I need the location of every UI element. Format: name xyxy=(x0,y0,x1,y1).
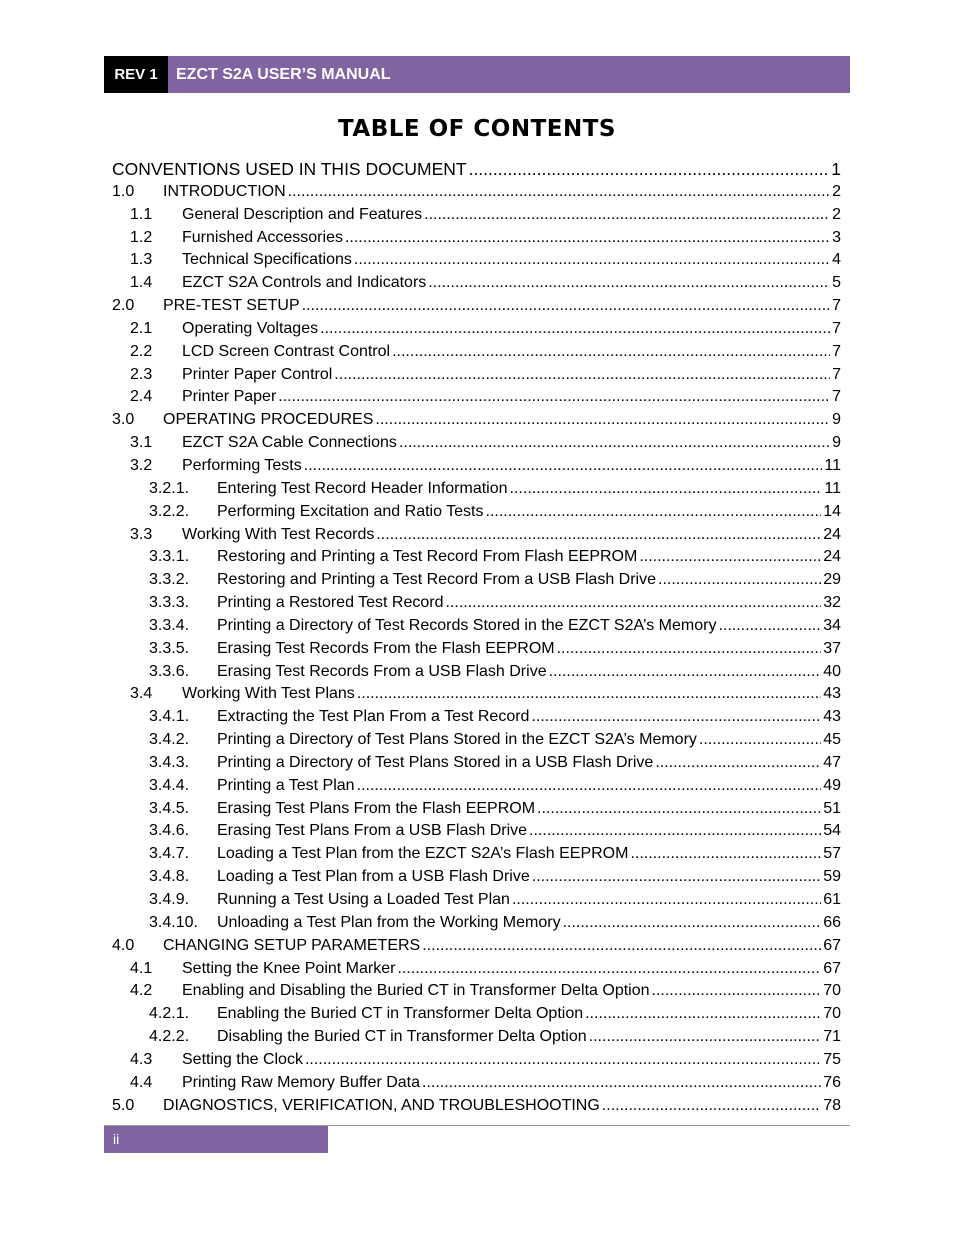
dot-leader xyxy=(510,478,823,501)
toc-entry-title: Erasing Test Plans From a USB Flash Drive xyxy=(217,820,529,843)
toc-entry-page: 67 xyxy=(821,935,841,958)
toc-entry-number: 2.2 xyxy=(130,342,153,360)
toc-entry-number: 3.0 xyxy=(112,411,135,429)
toc-entry-title: Disabling the Buried CT in Transformer Delta Option xyxy=(217,1026,589,1049)
toc-entry[interactable] xyxy=(112,615,841,638)
toc-entry-page: 2 xyxy=(830,181,841,204)
toc-entry-title: CONVENTIONS USED IN THIS DOCUMENT xyxy=(112,159,467,179)
toc-entry[interactable] xyxy=(112,181,841,204)
toc-entry[interactable] xyxy=(112,249,841,272)
toc-entry-number: 3.4.1. xyxy=(149,708,190,726)
dot-leader xyxy=(557,638,822,661)
toc-entry-number: 1.2 xyxy=(130,228,153,246)
toc-entry-number: 4.1 xyxy=(130,959,153,977)
toc-entry[interactable] xyxy=(112,866,841,889)
toc-entry-page: 40 xyxy=(821,661,841,684)
toc-entry-title: Furnished Accessories xyxy=(182,227,345,250)
toc-entry[interactable] xyxy=(112,1095,841,1118)
dot-leader xyxy=(354,249,830,272)
dot-leader xyxy=(305,1049,821,1072)
toc-entry-title: Operating Voltages xyxy=(182,318,320,341)
toc-entry-title: Printing a Restored Test Record xyxy=(217,592,445,615)
toc-entry-page: 32 xyxy=(821,592,841,615)
toc-entry-title: Restoring and Printing a Test Record From a USB Flash Drive xyxy=(217,569,658,592)
toc-entry-page: 11 xyxy=(822,478,841,501)
toc-entry-title: Printing Raw Memory Buffer Data xyxy=(182,1072,422,1095)
dot-leader xyxy=(699,729,821,752)
manual-title: EZCT S2A USER’S MANUAL xyxy=(168,56,850,93)
dot-leader xyxy=(549,661,822,684)
toc-entry-number: 3.4.6. xyxy=(149,822,190,840)
dot-leader xyxy=(320,318,830,341)
toc-entry-page: 70 xyxy=(821,980,841,1003)
toc-entry-number: 3.3.2. xyxy=(149,571,190,589)
dot-leader xyxy=(531,706,821,729)
toc-entry-title: Printing a Directory of Test Plans Stored in a USB Flash Drive xyxy=(217,752,655,775)
toc-entry-number: 3.3.6. xyxy=(149,662,190,680)
toc-entry-page: 57 xyxy=(821,843,841,866)
toc-entry[interactable] xyxy=(112,729,841,752)
dot-leader xyxy=(428,272,830,295)
toc-entry-page: 7 xyxy=(830,295,841,318)
dot-leader xyxy=(278,386,830,409)
toc-entry-title: General Description and Features xyxy=(182,204,424,227)
toc-entry-number: 3.4.3. xyxy=(149,753,190,771)
toc-entry-page: 43 xyxy=(821,683,841,706)
toc-entry-title: Entering Test Record Header Information xyxy=(217,478,510,501)
toc-entry-number: 3.4.10. xyxy=(149,913,198,931)
dot-leader xyxy=(424,204,830,227)
dot-leader xyxy=(375,409,830,432)
toc-entry[interactable] xyxy=(112,592,841,615)
toc-entry-number: 5.0 xyxy=(112,1096,135,1114)
table-of-contents xyxy=(112,158,841,1117)
toc-entry[interactable] xyxy=(112,912,841,935)
toc-entry-number: 3.1 xyxy=(130,434,153,452)
toc-entry-title: Printer Paper xyxy=(182,386,278,409)
toc-entry-number: 4.2 xyxy=(130,982,153,1000)
toc-entry-number: 3.4 xyxy=(130,685,153,703)
footer-page-number: ii xyxy=(104,1126,328,1153)
toc-entry[interactable] xyxy=(112,204,841,227)
dot-leader xyxy=(532,866,821,889)
toc-entry-page: 5 xyxy=(830,272,841,295)
toc-entry[interactable] xyxy=(112,889,841,912)
toc-entry-title: Erasing Test Records From a USB Flash Drive xyxy=(217,661,549,684)
toc-entry-page: 51 xyxy=(821,798,841,821)
toc-entry-title: INTRODUCTION xyxy=(163,181,288,204)
toc-entry[interactable] xyxy=(112,432,841,455)
toc-entry-title: Erasing Test Records From the Flash EEPROM xyxy=(217,638,557,661)
dot-leader xyxy=(652,980,822,1003)
toc-entry-number: 1.3 xyxy=(130,251,153,269)
toc-entry-title: Running a Test Using a Loaded Test Plan xyxy=(217,889,512,912)
toc-entry[interactable] xyxy=(112,661,841,684)
toc-entry[interactable] xyxy=(112,158,841,181)
toc-entry-page: 37 xyxy=(821,638,841,661)
toc-entry[interactable] xyxy=(112,683,841,706)
toc-entry-title: Setting the Knee Point Marker xyxy=(182,958,397,981)
dot-leader xyxy=(529,820,821,843)
toc-entry-number: 2.0 xyxy=(112,297,135,315)
dot-leader xyxy=(397,958,821,981)
toc-entry[interactable] xyxy=(112,364,841,387)
toc-entry-number: 2.3 xyxy=(130,365,153,383)
toc-entry[interactable] xyxy=(112,524,841,547)
toc-entry-title: Printing a Directory of Test Records Stored in the EZCT S2A’s Memory xyxy=(217,615,718,638)
toc-entry-title: Working With Test Plans xyxy=(182,683,357,706)
toc-entry[interactable] xyxy=(112,935,841,958)
toc-entry[interactable] xyxy=(112,798,841,821)
dot-leader xyxy=(469,158,830,181)
toc-entry-number: 3.3.4. xyxy=(149,616,190,634)
dot-leader xyxy=(334,364,830,387)
toc-entry-number: 1.4 xyxy=(130,274,153,292)
dot-leader xyxy=(630,843,821,866)
toc-entry-title: PRE-TEST SETUP xyxy=(163,295,302,318)
page-title: TABLE OF CONTENTS xyxy=(338,116,616,142)
toc-entry-number: 4.3 xyxy=(130,1050,153,1068)
dot-leader xyxy=(302,295,830,318)
toc-entry-title: Performing Tests xyxy=(182,455,304,478)
toc-entry-title: Unloading a Test Plan from the Working Memory xyxy=(217,912,563,935)
toc-entry-page: 7 xyxy=(830,318,841,341)
toc-entry[interactable] xyxy=(112,752,841,775)
dot-leader xyxy=(422,935,821,958)
revision-label: REV 1 xyxy=(104,56,168,93)
toc-entry[interactable] xyxy=(112,1003,841,1026)
toc-entry-number: 3.2 xyxy=(130,456,153,474)
toc-entry[interactable] xyxy=(112,569,841,592)
toc-entry-number: 1.0 xyxy=(112,182,135,200)
toc-entry-title: Printer Paper Control xyxy=(182,364,334,387)
dot-leader xyxy=(422,1072,821,1095)
toc-entry-number: 3.4.5. xyxy=(149,799,190,817)
toc-entry[interactable] xyxy=(112,820,841,843)
toc-entry-title: EZCT S2A Controls and Indicators xyxy=(182,272,428,295)
toc-entry-number: 4.4 xyxy=(130,1073,153,1091)
dot-leader xyxy=(718,615,821,638)
toc-entry-page: 43 xyxy=(821,706,841,729)
toc-entry-title: CHANGING SETUP PARAMETERS xyxy=(163,935,422,958)
toc-entry-number: 3.4.9. xyxy=(149,891,190,908)
toc-entry[interactable] xyxy=(112,1049,841,1072)
toc-entry-page: 11 xyxy=(822,455,841,478)
toc-entry[interactable] xyxy=(112,341,841,364)
toc-entry[interactable] xyxy=(112,980,841,1003)
toc-entry-page: 49 xyxy=(821,775,841,798)
toc-entry-title: Enabling the Buried CT in Transformer Delta Option xyxy=(217,1003,585,1026)
toc-entry-number: 3.4.7. xyxy=(149,845,190,863)
toc-entry-title: Extracting the Test Plan From a Test Record xyxy=(217,706,531,729)
toc-entry-page: 67 xyxy=(821,958,841,981)
toc-entry-page: 7 xyxy=(830,386,841,409)
toc-entry-number: 3.3.5. xyxy=(149,639,190,657)
toc-entry-number: 2.1 xyxy=(130,319,153,337)
toc-entry[interactable] xyxy=(112,1072,841,1095)
toc-entry-title: Enabling and Disabling the Buried CT in Transformer Delta Option xyxy=(182,980,652,1003)
toc-entry-title: Restoring and Printing a Test Record From Flash EEPROM xyxy=(217,546,639,569)
toc-entry-page: 24 xyxy=(821,524,841,547)
toc-entry-title: Loading a Test Plan from the EZCT S2A’s Flash EEPROM xyxy=(217,843,630,866)
toc-entry-page: 75 xyxy=(821,1049,841,1072)
toc-entry-page: 24 xyxy=(821,546,841,569)
toc-entry[interactable] xyxy=(112,318,841,341)
toc-entry-number: 3.3.1. xyxy=(149,548,190,566)
toc-entry-number: 4.2.2. xyxy=(149,1028,190,1046)
toc-entry-page: 9 xyxy=(830,432,841,455)
dot-leader xyxy=(563,912,822,935)
toc-entry[interactable] xyxy=(112,775,841,798)
dot-leader xyxy=(288,181,830,204)
dot-leader xyxy=(486,501,822,524)
dot-leader xyxy=(357,683,821,706)
toc-entry-title: DIAGNOSTICS, VERIFICATION, AND TROUBLESHOOTING xyxy=(163,1095,602,1118)
toc-entry-page: 14 xyxy=(821,501,841,524)
toc-entry[interactable] xyxy=(112,706,841,729)
toc-entry-page: 7 xyxy=(830,364,841,387)
toc-entry-number: 3.4.2. xyxy=(149,731,190,749)
toc-entry[interactable] xyxy=(112,843,841,866)
page-header xyxy=(104,56,850,93)
dot-leader xyxy=(399,432,830,455)
toc-entry-page: 54 xyxy=(821,820,841,843)
toc-entry-page: 61 xyxy=(821,889,841,912)
dot-leader xyxy=(655,752,821,775)
toc-entry-page: 47 xyxy=(821,752,841,775)
dot-leader xyxy=(376,524,821,547)
toc-entry-number: 3.2.1. xyxy=(149,479,190,497)
toc-entry-title: Printing a Test Plan xyxy=(217,775,357,798)
toc-entry[interactable] xyxy=(112,958,841,981)
toc-entry-number: 3.2.2. xyxy=(149,502,190,520)
dot-leader xyxy=(445,592,821,615)
toc-entry-number: 3.3.3. xyxy=(149,594,190,612)
toc-entry-number: 4.0 xyxy=(112,936,135,954)
toc-entry-page: 76 xyxy=(821,1072,841,1095)
dot-leader xyxy=(304,455,823,478)
toc-entry-page: 9 xyxy=(830,409,841,432)
toc-entry[interactable] xyxy=(112,455,841,478)
dot-leader xyxy=(345,227,830,250)
toc-entry-page: 66 xyxy=(821,912,841,935)
dot-leader xyxy=(537,798,821,821)
toc-entry-number: 4.2.1. xyxy=(149,1005,190,1023)
toc-entry-page: 71 xyxy=(821,1026,841,1049)
toc-entry-title: Erasing Test Plans From the Flash EEPROM xyxy=(217,798,537,821)
toc-entry-page: 4 xyxy=(830,249,841,272)
toc-entry[interactable] xyxy=(112,546,841,569)
toc-entry[interactable] xyxy=(112,386,841,409)
toc-entry[interactable] xyxy=(112,501,841,524)
toc-entry-title: EZCT S2A Cable Connections xyxy=(182,432,399,455)
toc-entry-title: Printing a Directory of Test Plans Stored in the EZCT S2A’s Memory xyxy=(217,729,699,752)
toc-entry-title: Loading a Test Plan from a USB Flash Drive xyxy=(217,866,532,889)
toc-entry-number: 3.4.8. xyxy=(149,868,190,886)
dot-leader xyxy=(392,341,830,364)
toc-entry-page: 34 xyxy=(821,615,841,638)
toc-entry[interactable] xyxy=(112,1026,841,1049)
toc-entry-page: 78 xyxy=(821,1095,841,1118)
toc-entry-title: Performing Excitation and Ratio Tests xyxy=(217,501,486,524)
toc-entry[interactable] xyxy=(112,638,841,661)
toc-entry[interactable] xyxy=(112,478,841,501)
toc-entry-number: 3.4.4. xyxy=(149,776,190,794)
toc-entry-number: 1.1 xyxy=(130,205,153,223)
toc-entry-number: 2.4 xyxy=(130,388,153,406)
toc-entry-page: 7 xyxy=(830,341,841,364)
toc-entry[interactable] xyxy=(112,272,841,295)
toc-entry-page: 59 xyxy=(821,866,841,889)
toc-entry-page: 1 xyxy=(831,159,841,179)
dot-leader xyxy=(357,775,822,798)
dot-leader xyxy=(512,889,821,912)
dot-leader xyxy=(602,1095,821,1118)
toc-entry-page: 45 xyxy=(821,729,841,752)
toc-entry-page: 70 xyxy=(821,1003,841,1026)
dot-leader xyxy=(585,1003,821,1026)
toc-entry[interactable] xyxy=(112,227,841,250)
toc-entry-page: 29 xyxy=(821,569,841,592)
toc-entry[interactable] xyxy=(112,295,841,318)
toc-entry-title: LCD Screen Contrast Control xyxy=(182,341,392,364)
toc-entry[interactable] xyxy=(112,409,841,432)
toc-entry-title: OPERATING PROCEDURES xyxy=(163,409,375,432)
dot-leader xyxy=(658,569,821,592)
dot-leader xyxy=(589,1026,822,1049)
toc-entry-title: Technical Specifications xyxy=(182,249,354,272)
toc-entry-page: 3 xyxy=(830,227,841,250)
toc-entry-page: 2 xyxy=(830,204,841,227)
toc-entry-title: Setting the Clock xyxy=(182,1049,305,1072)
toc-entry-title: Working With Test Records xyxy=(182,524,376,547)
toc-entry-number: 3.3 xyxy=(130,525,153,543)
dot-leader xyxy=(639,546,821,569)
